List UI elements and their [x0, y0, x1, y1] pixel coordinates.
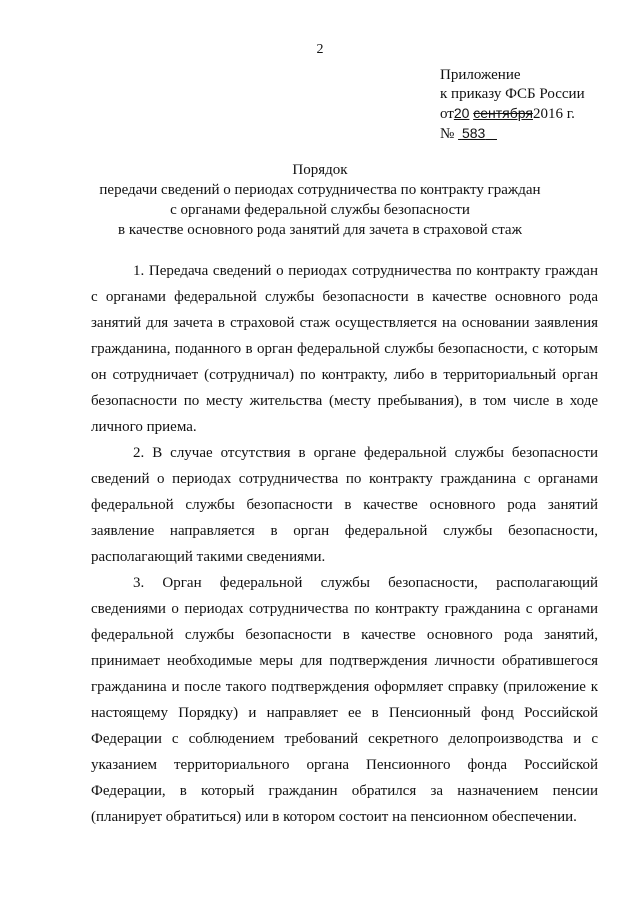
- paragraph-2: 2. В случае отсутствия в органе федеральной службы безопасности сведений о периодах сотрудничества по контракту гражданина с органами федеральной службы безопасности в качестве основного рода занятий заявление направляется в орган федеральной службы безопасности, располагающий такими сведениями.: [91, 445, 598, 565]
- appendix-date-day: 20: [453, 105, 470, 121]
- title-line-3: в качестве основного рода занятий для зачета в страховой стаж: [118, 222, 522, 238]
- appendix-order-reference: к приказу ФСБ России: [440, 86, 585, 102]
- appendix-block: [440, 66, 585, 144]
- appendix-date-year: 2016 г.: [532, 106, 575, 122]
- document-title: [0, 160, 640, 240]
- paragraph-3: 3. Орган федеральной службы безопасности, располагающий сведениями о периодах сотрудничества по контракту гражданина с органами федеральной службы безопасности в качестве основного рода занятий, принимает необходимые меры для подтверждения личности обратившегося гражданина и после такого подтверждения оформляет справку (приложение к настоящему Порядку) и направляет ее в Пенсионный фонд Российской Федерации с соблюдением требований секретного делопроизводства и с указанием территориального органа Пенсионного фонда Российской Федерации, в который гражданин обратился за назначением пенсии (планирует обратиться) или в котором состоит на пенсионном обеспечении.: [91, 575, 598, 825]
- appendix-number-digits: 583: [461, 125, 486, 141]
- title-line-2: с органами федеральной службы безопасности: [170, 202, 470, 218]
- appendix-number-line: [440, 124, 585, 144]
- title-line-1: передачи сведений о периодах сотрудничества по контракту граждан: [99, 182, 541, 198]
- appendix-number-prefix: №: [440, 126, 455, 142]
- appendix-date-line: [440, 104, 585, 124]
- page-number: 2: [316, 42, 324, 57]
- document-body: [91, 258, 598, 830]
- appendix-date-month: сентября: [473, 105, 533, 121]
- appendix-title: Приложение: [440, 67, 521, 83]
- appendix-number-value: [458, 125, 497, 141]
- appendix-date-prefix: от: [440, 106, 454, 122]
- paragraph-1: 1. Передача сведений о периодах сотрудничества по контракту граждан с органами федеральной службы безопасности в качестве основного рода занятий для зачета в страховой стаж осуществляется на основании заявления гражданина, поданного в орган федеральной службы безопасности, с которым он сотрудничает (сотрудничал) по контракту, либо в территориальный орган безопасности по месту жительства (месту пребывания), в том числе в ходе личного приема.: [91, 263, 598, 435]
- title-heading: Порядок: [292, 162, 348, 178]
